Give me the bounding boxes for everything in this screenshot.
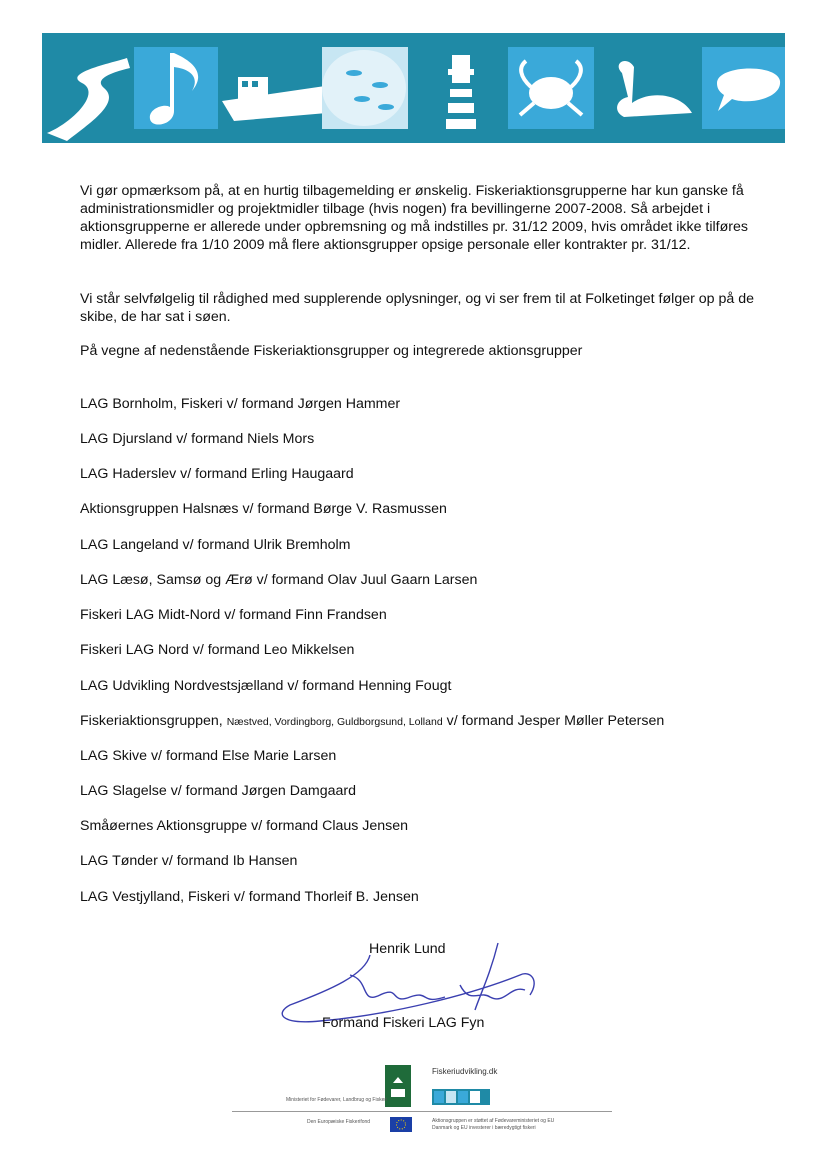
group-item: LAG Slagelse v/ formand Jørgen Damgaard [80, 783, 356, 799]
signer-name: Henrik Lund [369, 941, 446, 957]
ministry-crown-logo [385, 1065, 411, 1107]
paragraph-on-behalf: På vegne af nedenstående Fiskeriaktionsgrupper og integrerede aktionsgrupper [80, 343, 583, 359]
swan-icon [617, 61, 692, 117]
group-special-areas: Næstved, Vordingborg, Guldborgsund, Lolland [226, 716, 443, 728]
group-item: LAG Læsø, Samsø og Ærø v/ formand Olav Juul Gaarn Larsen [80, 572, 478, 588]
signer-title: Formand Fiskeri LAG Fyn [322, 1015, 485, 1031]
group-item: Småøernes Aktionsgruppe v/ formand Claus Jensen [80, 818, 409, 834]
support-line-2: Danmark og EU investerer i bæredygtigt fiskeri [432, 1125, 536, 1131]
group-item: Aktionsgruppen Halsnæs v/ formand Børge V. Rasmussen [80, 501, 447, 517]
group-item: LAG Udvikling Nordvestsjælland v/ formand Henning Fougt [80, 678, 452, 694]
group-item: Fiskeri LAG Nord v/ formand Leo Mikkelsen [80, 642, 355, 658]
fish-plate-icon [322, 50, 406, 126]
group-item: Fiskeri LAG Midt-Nord v/ formand Finn Frandsen [80, 607, 387, 623]
group-special-chair: v/ formand Jesper Møller Petersen [446, 713, 665, 729]
lighthouse-icon [446, 55, 476, 129]
group-special-name: Fiskeriaktionsgruppen, [80, 713, 223, 729]
ministry-label: Ministeriet for Fødevarer, Landbrug og Fiskeri [286, 1097, 388, 1103]
group-item-special [80, 712, 664, 731]
river-icon [47, 58, 130, 141]
support-line-1: Aktionsgruppen er støttet af Fødevareministeriet og EU [432, 1118, 555, 1124]
paragraph-urgency: Vi gør opmærksom på, at en hurtig tilbagemelding er ønskelig. Fiskeriaktionsgrupperne har kun ganske få administrationsmidler og projektmidler tilbage (hvis nogen) fra bevillingerne 2007-2008. Så arbejdet i aktionsgrupperne er allerede under opbremsning og må indstilles pr. 31/12 2009, hvis området ikke tilføres midler. Allerede fra 1/10 2009 må flere aktionsgrupper opsige personale eller kontrakter pr. 31/12. [80, 183, 748, 253]
group-item: LAG Skive v/ formand Else Marie Larsen [80, 748, 337, 764]
group-item: LAG Tønder v/ formand Ib Hansen [80, 853, 298, 869]
site-logo [432, 1089, 490, 1105]
group-item: LAG Djursland v/ formand Niels Mors [80, 431, 315, 447]
group-item: LAG Langeland v/ formand Ulrik Bremholm [80, 537, 351, 553]
banner-art [42, 33, 785, 143]
group-item: LAG Vestjylland, Fiskeri v/ formand Thorleif B. Jensen [80, 889, 419, 905]
footer-divider [232, 1111, 612, 1112]
eu-flag-icon [390, 1117, 412, 1132]
paragraph-availability: Vi står selvfølgelig til rådighed med supplerende oplysninger, og vi ser frem til at Folketinget følger op på de skibe, de har sat i søen. [80, 291, 754, 325]
header-banner [42, 33, 785, 143]
group-item: LAG Bornholm, Fiskeri v/ formand Jørgen Hammer [80, 396, 401, 412]
eu-fund-label: Den Europæiske Fiskerifond [307, 1119, 371, 1125]
group-item: LAG Haderslev v/ formand Erling Haugaard [80, 466, 354, 482]
site-label: Fiskeriudvikling.dk [432, 1067, 498, 1076]
